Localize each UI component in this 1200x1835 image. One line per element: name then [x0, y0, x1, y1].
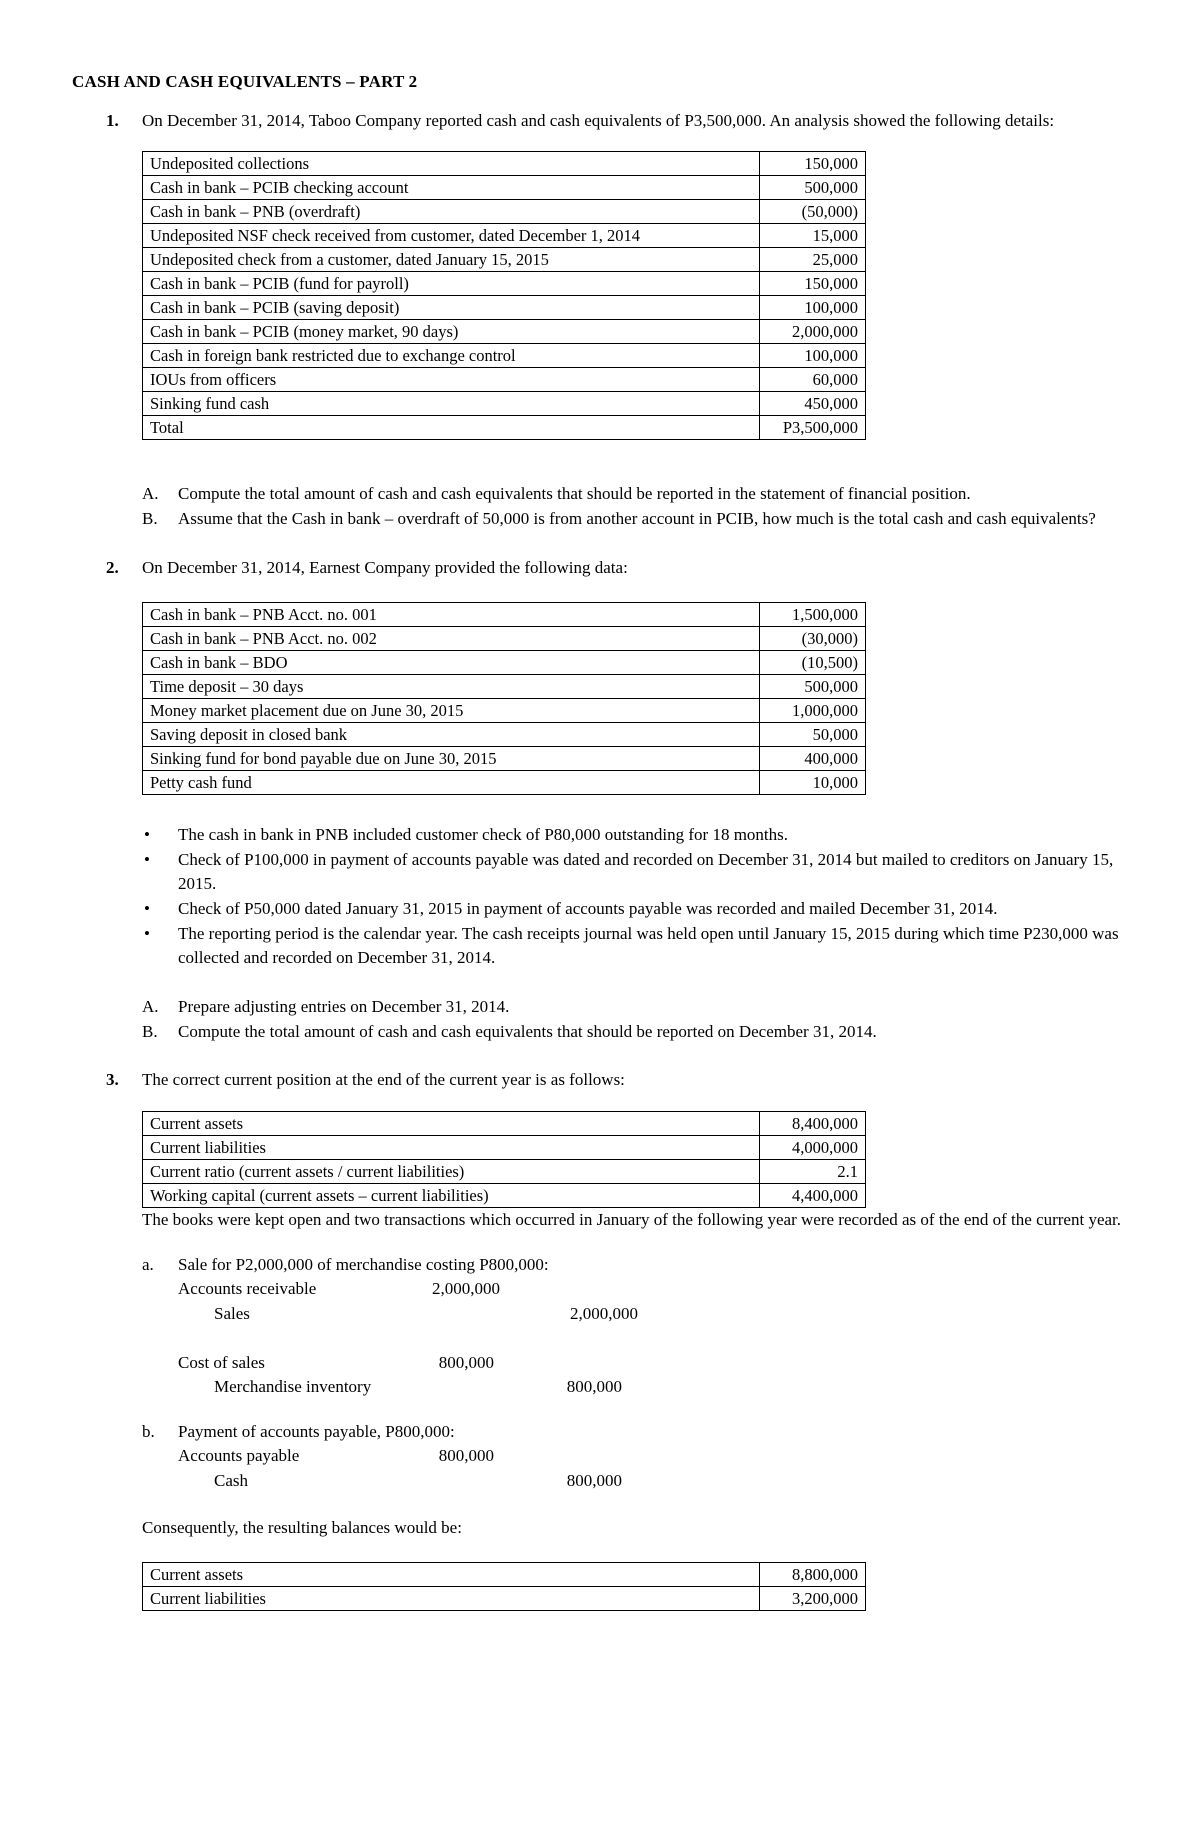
- row-value: 60,000: [760, 368, 866, 392]
- transaction-b: [142, 1420, 1134, 1494]
- table-row: [143, 699, 866, 723]
- table-row: [143, 296, 866, 320]
- list-marker: a.: [142, 1254, 154, 1274]
- row-label: Cash in bank – PNB Acct. no. 001: [143, 603, 760, 627]
- row-value: 8,800,000: [760, 1563, 866, 1587]
- requirement-a: [142, 482, 1134, 507]
- bullet-text: Check of P100,000 in payment of accounts payable was dated and recorded on December 31, 2014 but mailed to creditors on January 15, 2015.: [178, 849, 1114, 894]
- table-row: [143, 392, 866, 416]
- row-value: 15,000: [760, 224, 866, 248]
- question-number: 3.: [106, 1070, 119, 1090]
- bullet-marker: •: [144, 899, 150, 919]
- bullet-marker: •: [144, 825, 150, 845]
- row-value: 25,000: [760, 248, 866, 272]
- question-2: [72, 556, 1134, 1045]
- question-text: On December 31, 2014, Taboo Company reported cash and cash equivalents of P3,500,000. An analysis showed the following details:: [142, 110, 1055, 130]
- q2-table: [142, 602, 866, 795]
- row-value: (30,000): [760, 627, 866, 651]
- q3-result-table: [142, 1562, 866, 1611]
- row-value: 4,400,000: [760, 1183, 866, 1207]
- table-row: [143, 1183, 866, 1207]
- q3-consequently: Consequently, the resulting balances would be:: [142, 1517, 462, 1537]
- list-marker: B.: [142, 1021, 158, 1041]
- requirement-b: [142, 507, 1134, 532]
- credit-amount: 800,000: [566, 1377, 622, 1397]
- row-label: Cash in bank – PNB (overdraft): [143, 200, 760, 224]
- q3-paragraph: The books were kept open and two transactions which occurred in January of the following year were recorded as of the end of the current year.: [142, 1209, 1122, 1229]
- list-marker: A.: [142, 997, 159, 1017]
- requirement-text: Assume that the Cash in bank – overdraft of 50,000 is from another account in PCIB, how much is the total cash and cash equivalents?: [178, 508, 1096, 528]
- question-3: [72, 1068, 1134, 1611]
- bullet-item: [142, 922, 1134, 971]
- row-label: Cash in bank – PCIB checking account: [143, 176, 760, 200]
- row-label: Cash in bank – BDO: [143, 651, 760, 675]
- row-label: IOUs from officers: [143, 368, 760, 392]
- credit-account: Sales: [214, 1303, 250, 1323]
- table-row: [143, 272, 866, 296]
- requirement-text: Prepare adjusting entries on December 31, 2014.: [178, 997, 510, 1017]
- journal-debit-row: [178, 1444, 1134, 1469]
- row-value: 450,000: [760, 392, 866, 416]
- row-label: Undeposited check from a customer, dated January 15, 2015: [143, 248, 760, 272]
- row-value: 400,000: [760, 747, 866, 771]
- row-value: 500,000: [760, 176, 866, 200]
- row-label: Money market placement due on June 30, 2015: [143, 699, 760, 723]
- row-value: 2.1: [760, 1159, 866, 1183]
- transaction-a: [142, 1253, 1134, 1400]
- requirement-b: [142, 1020, 1134, 1045]
- table-row: [143, 1111, 866, 1135]
- row-label: Cash in bank – PNB Acct. no. 002: [143, 627, 760, 651]
- question-number: 2.: [106, 557, 119, 577]
- requirement-text: Compute the total amount of cash and cash equivalents that should be reported in the statement of financial position.: [178, 484, 971, 504]
- row-label: Cash in bank – PCIB (fund for payroll): [143, 272, 760, 296]
- row-label: Cash in foreign bank restricted due to exchange control: [143, 344, 760, 368]
- row-label: Saving deposit in closed bank: [143, 723, 760, 747]
- row-label: Total: [143, 416, 760, 440]
- table-row: [143, 1159, 866, 1183]
- bullet-item: [142, 823, 1134, 848]
- table-row: [143, 1135, 866, 1159]
- table-row: [143, 1563, 866, 1587]
- credit-account: Merchandise inventory: [214, 1377, 372, 1397]
- credit-account: Cash: [214, 1471, 248, 1491]
- table-row: [143, 771, 866, 795]
- row-label: Working capital (current assets – current liabilities): [143, 1183, 760, 1207]
- list-marker: A.: [142, 484, 159, 504]
- table-row: [143, 320, 866, 344]
- table-row: [143, 627, 866, 651]
- table-row: [143, 152, 866, 176]
- row-value: 100,000: [760, 344, 866, 368]
- row-label: Current assets: [143, 1111, 760, 1135]
- debit-account: Cost of sales: [178, 1352, 265, 1372]
- row-value: 1,000,000: [760, 699, 866, 723]
- row-value: (10,500): [760, 651, 866, 675]
- table-row: [143, 603, 866, 627]
- question-number: 1.: [106, 110, 119, 130]
- table-row: [143, 176, 866, 200]
- q1-table: [142, 151, 866, 440]
- question-1: [72, 109, 1134, 532]
- q3-transactions: [142, 1253, 1134, 1494]
- row-value: 500,000: [760, 675, 866, 699]
- bullet-text: The cash in bank in PNB included customer check of P80,000 outstanding for 18 months.: [178, 825, 789, 845]
- document-page: [72, 70, 1134, 1611]
- credit-amount: 800,000: [566, 1471, 622, 1491]
- row-label: Current ratio (current assets / current liabilities): [143, 1159, 760, 1183]
- row-value: (50,000): [760, 200, 866, 224]
- row-value: P3,500,000: [760, 416, 866, 440]
- requirement-text: Compute the total amount of cash and cash equivalents that should be reported on December 31, 2014.: [178, 1021, 877, 1041]
- journal-credit-row: [178, 1375, 1134, 1400]
- row-value: 10,000: [760, 771, 866, 795]
- list-marker: b.: [142, 1421, 155, 1441]
- debit-amount: 2,000,000: [432, 1279, 500, 1299]
- row-value: 150,000: [760, 272, 866, 296]
- row-label: Sinking fund cash: [143, 392, 760, 416]
- table-row: [143, 747, 866, 771]
- row-value: 2,000,000: [760, 320, 866, 344]
- debit-account: Accounts payable: [178, 1446, 300, 1466]
- q3-table: [142, 1111, 866, 1208]
- table-row: [143, 675, 866, 699]
- row-label: Time deposit – 30 days: [143, 675, 760, 699]
- journal-credit-row: [178, 1302, 1134, 1327]
- list-marker: B.: [142, 508, 158, 528]
- q2-bullet-list: [142, 823, 1134, 971]
- transaction-title: Sale for P2,000,000 of merchandise costing P800,000:: [178, 1254, 549, 1274]
- bullet-text: Check of P50,000 dated January 31, 2015 in payment of accounts payable was recorded and mailed December 31, 2014.: [178, 899, 998, 919]
- journal-debit-row: [178, 1277, 1134, 1302]
- row-label: Undeposited collections: [143, 152, 760, 176]
- question-text: On December 31, 2014, Earnest Company provided the following data:: [142, 557, 628, 577]
- debit-account: Accounts receivable: [178, 1279, 317, 1299]
- table-row: [143, 200, 866, 224]
- row-value: 1,500,000: [760, 603, 866, 627]
- document-title: CASH AND CASH EQUIVALENTS – PART 2: [72, 72, 418, 91]
- journal-debit-row: [178, 1351, 1134, 1376]
- row-value: 100,000: [760, 296, 866, 320]
- bullet-text: The reporting period is the calendar year. The cash receipts journal was held open until January 15, 2015 during which time P230,000 was collected and recorded on December 31, 2014.: [178, 923, 1119, 968]
- journal-credit-row: [178, 1469, 1134, 1494]
- row-value: 50,000: [760, 723, 866, 747]
- row-value: 3,200,000: [760, 1587, 866, 1611]
- requirement-a: [142, 995, 1134, 1020]
- row-value: 8,400,000: [760, 1111, 866, 1135]
- transaction-title: Payment of accounts payable, P800,000:: [178, 1421, 455, 1441]
- row-label: Current assets: [143, 1563, 760, 1587]
- row-label: Sinking fund for bond payable due on June 30, 2015: [143, 747, 760, 771]
- bullet-item: [142, 897, 1134, 922]
- debit-amount: 800,000: [438, 1446, 494, 1466]
- row-value: 150,000: [760, 152, 866, 176]
- table-row: [143, 224, 866, 248]
- bullet-marker: •: [144, 923, 150, 943]
- q2-requirements: [142, 995, 1134, 1044]
- credit-amount: 2,000,000: [570, 1303, 638, 1323]
- table-row: [143, 248, 866, 272]
- question-text: The correct current position at the end of the current year is as follows:: [142, 1070, 625, 1090]
- q1-requirements: [142, 482, 1134, 531]
- table-row: [143, 651, 866, 675]
- table-row: [143, 344, 866, 368]
- row-label: Current liabilities: [143, 1587, 760, 1611]
- row-label: Cash in bank – PCIB (money market, 90 days): [143, 320, 760, 344]
- row-label: Cash in bank – PCIB (saving deposit): [143, 296, 760, 320]
- table-row: [143, 416, 866, 440]
- row-label: Petty cash fund: [143, 771, 760, 795]
- table-row: [143, 723, 866, 747]
- table-row: [143, 368, 866, 392]
- debit-amount: 800,000: [438, 1352, 494, 1372]
- row-label: Current liabilities: [143, 1135, 760, 1159]
- bullet-item: [142, 848, 1134, 897]
- row-label: Undeposited NSF check received from customer, dated December 1, 2014: [143, 224, 760, 248]
- row-value: 4,000,000: [760, 1135, 866, 1159]
- table-row: [143, 1587, 866, 1611]
- bullet-marker: •: [144, 849, 150, 869]
